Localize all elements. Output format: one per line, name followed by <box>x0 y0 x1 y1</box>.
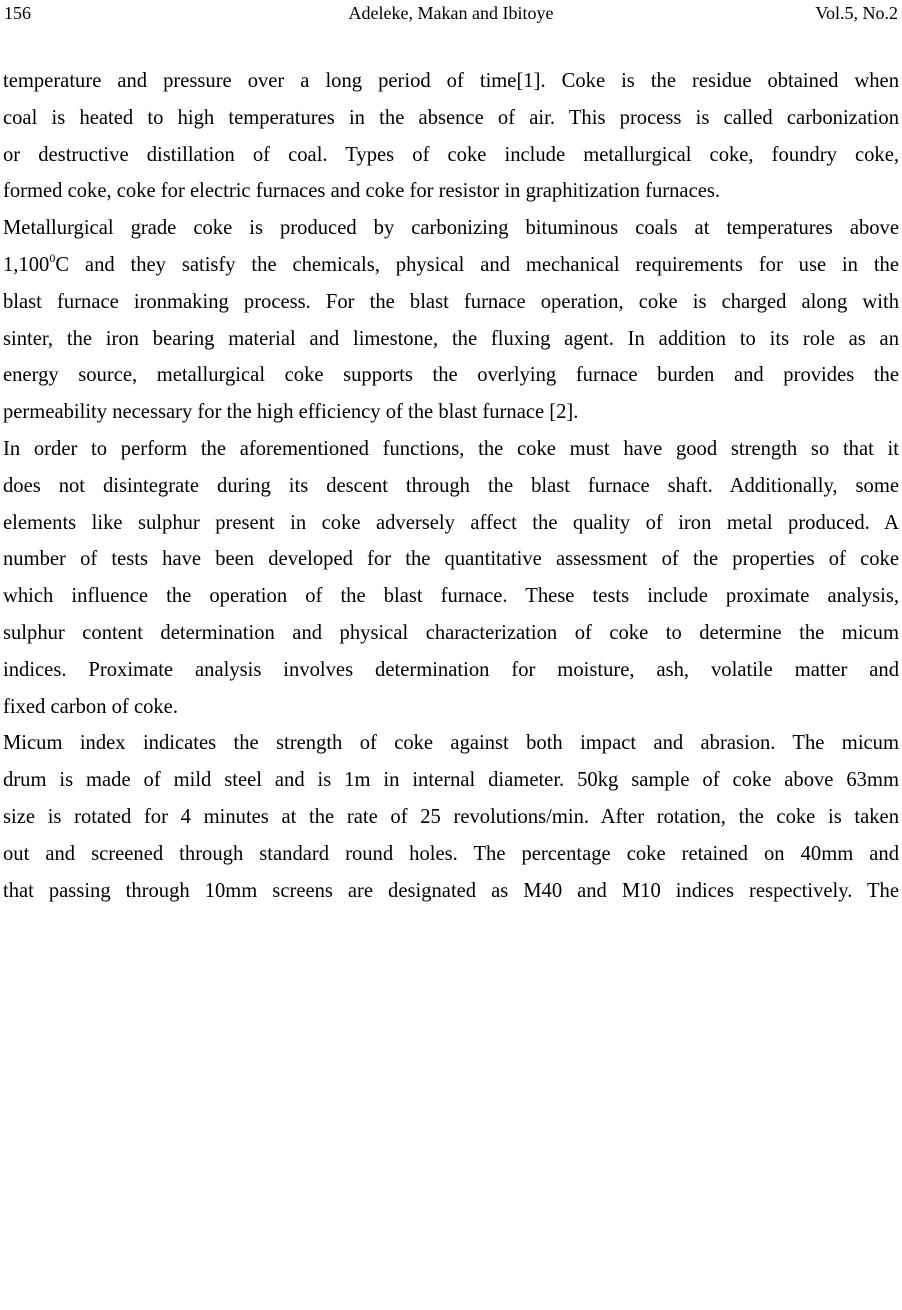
text-line: drum is made of mild steel and is 1m in internal diameter. 50kg sample of coke above 63mm <box>3 769 899 792</box>
text-line: which influence the operation of the blast furnace. These tests include proximate analysis, <box>3 585 899 608</box>
text-line: does not disintegrate during its descent through the blast furnace shaft. Additionally, some <box>3 474 899 497</box>
text-line: blast furnace ironmaking process. For the blast furnace operation, coke is charged along with <box>3 290 899 313</box>
text-line: out and screened through standard round holes. The percentage coke retained on 40mm and <box>3 842 899 865</box>
text-line: or destructive distillation of coal. Types of coke include metallurgical coke, foundry coke, <box>3 143 899 166</box>
page-number: 156 <box>4 3 31 23</box>
text-line: formed coke, coke for electric furnaces and coke for resistor in graphitization furnaces. <box>3 180 721 203</box>
header-authors: Adeleke, Makan and Ibitoye <box>348 3 554 23</box>
text-line: Micum index indicates the strength of coke against both impact and abrasion. The micum <box>3 732 899 755</box>
text-line: permeability necessary for the high efficiency of the blast furnace [2]. <box>3 401 579 424</box>
text-line: indices. Proximate analysis involves determination for moisture, ash, volatile matter and <box>3 658 899 681</box>
paragraph <box>3 63 899 210</box>
running-header <box>0 0 902 30</box>
text-line: energy source, metallurgical coke supports the overlying furnace burden and provides the <box>3 364 899 387</box>
paragraph <box>3 431 899 725</box>
text-line: Metallurgical grade coke is produced by carbonizing bituminous coals at temperatures above <box>3 217 899 240</box>
article-body <box>3 63 899 909</box>
text-line: sinter, the iron bearing material and limestone, the fluxing agent. In addition to its role as an <box>3 327 899 350</box>
text-line <box>3 247 899 284</box>
header-volume: Vol.5, No.2 <box>815 3 898 23</box>
text-line: coal is heated to high temperatures in the absence of air. This process is called carbonization <box>3 106 899 129</box>
text-line: sulphur content determination and physical characterization of coke to determine the micum <box>3 621 899 644</box>
text-line: fixed carbon of coke. <box>3 695 178 718</box>
text-line: that passing through 10mm screens are designated as M40 and M10 indices respectively. The <box>3 879 899 902</box>
text-line: number of tests have been developed for the quantitative assessment of the properties of coke <box>3 548 899 571</box>
paragraph <box>3 725 899 909</box>
text-line: In order to perform the aforementioned functions, the coke must have good strength so that it <box>3 437 899 460</box>
text-line: size is rotated for 4 minutes at the rate of 25 revolutions/min. After rotation, the coke is taken <box>3 805 899 828</box>
text-segment: C and they satisfy the chemicals, physical and mechanical requirements for use in the <box>55 253 899 276</box>
text-line: temperature and pressure over a long period of time[1]. Coke is the residue obtained when <box>3 70 899 92</box>
text-segment: 1,100 <box>3 253 50 276</box>
text-line: elements like sulphur present in coke adversely affect the quality of iron metal produced. A <box>3 511 899 534</box>
paragraph <box>3 210 899 431</box>
superscript: 0 <box>49 251 56 266</box>
